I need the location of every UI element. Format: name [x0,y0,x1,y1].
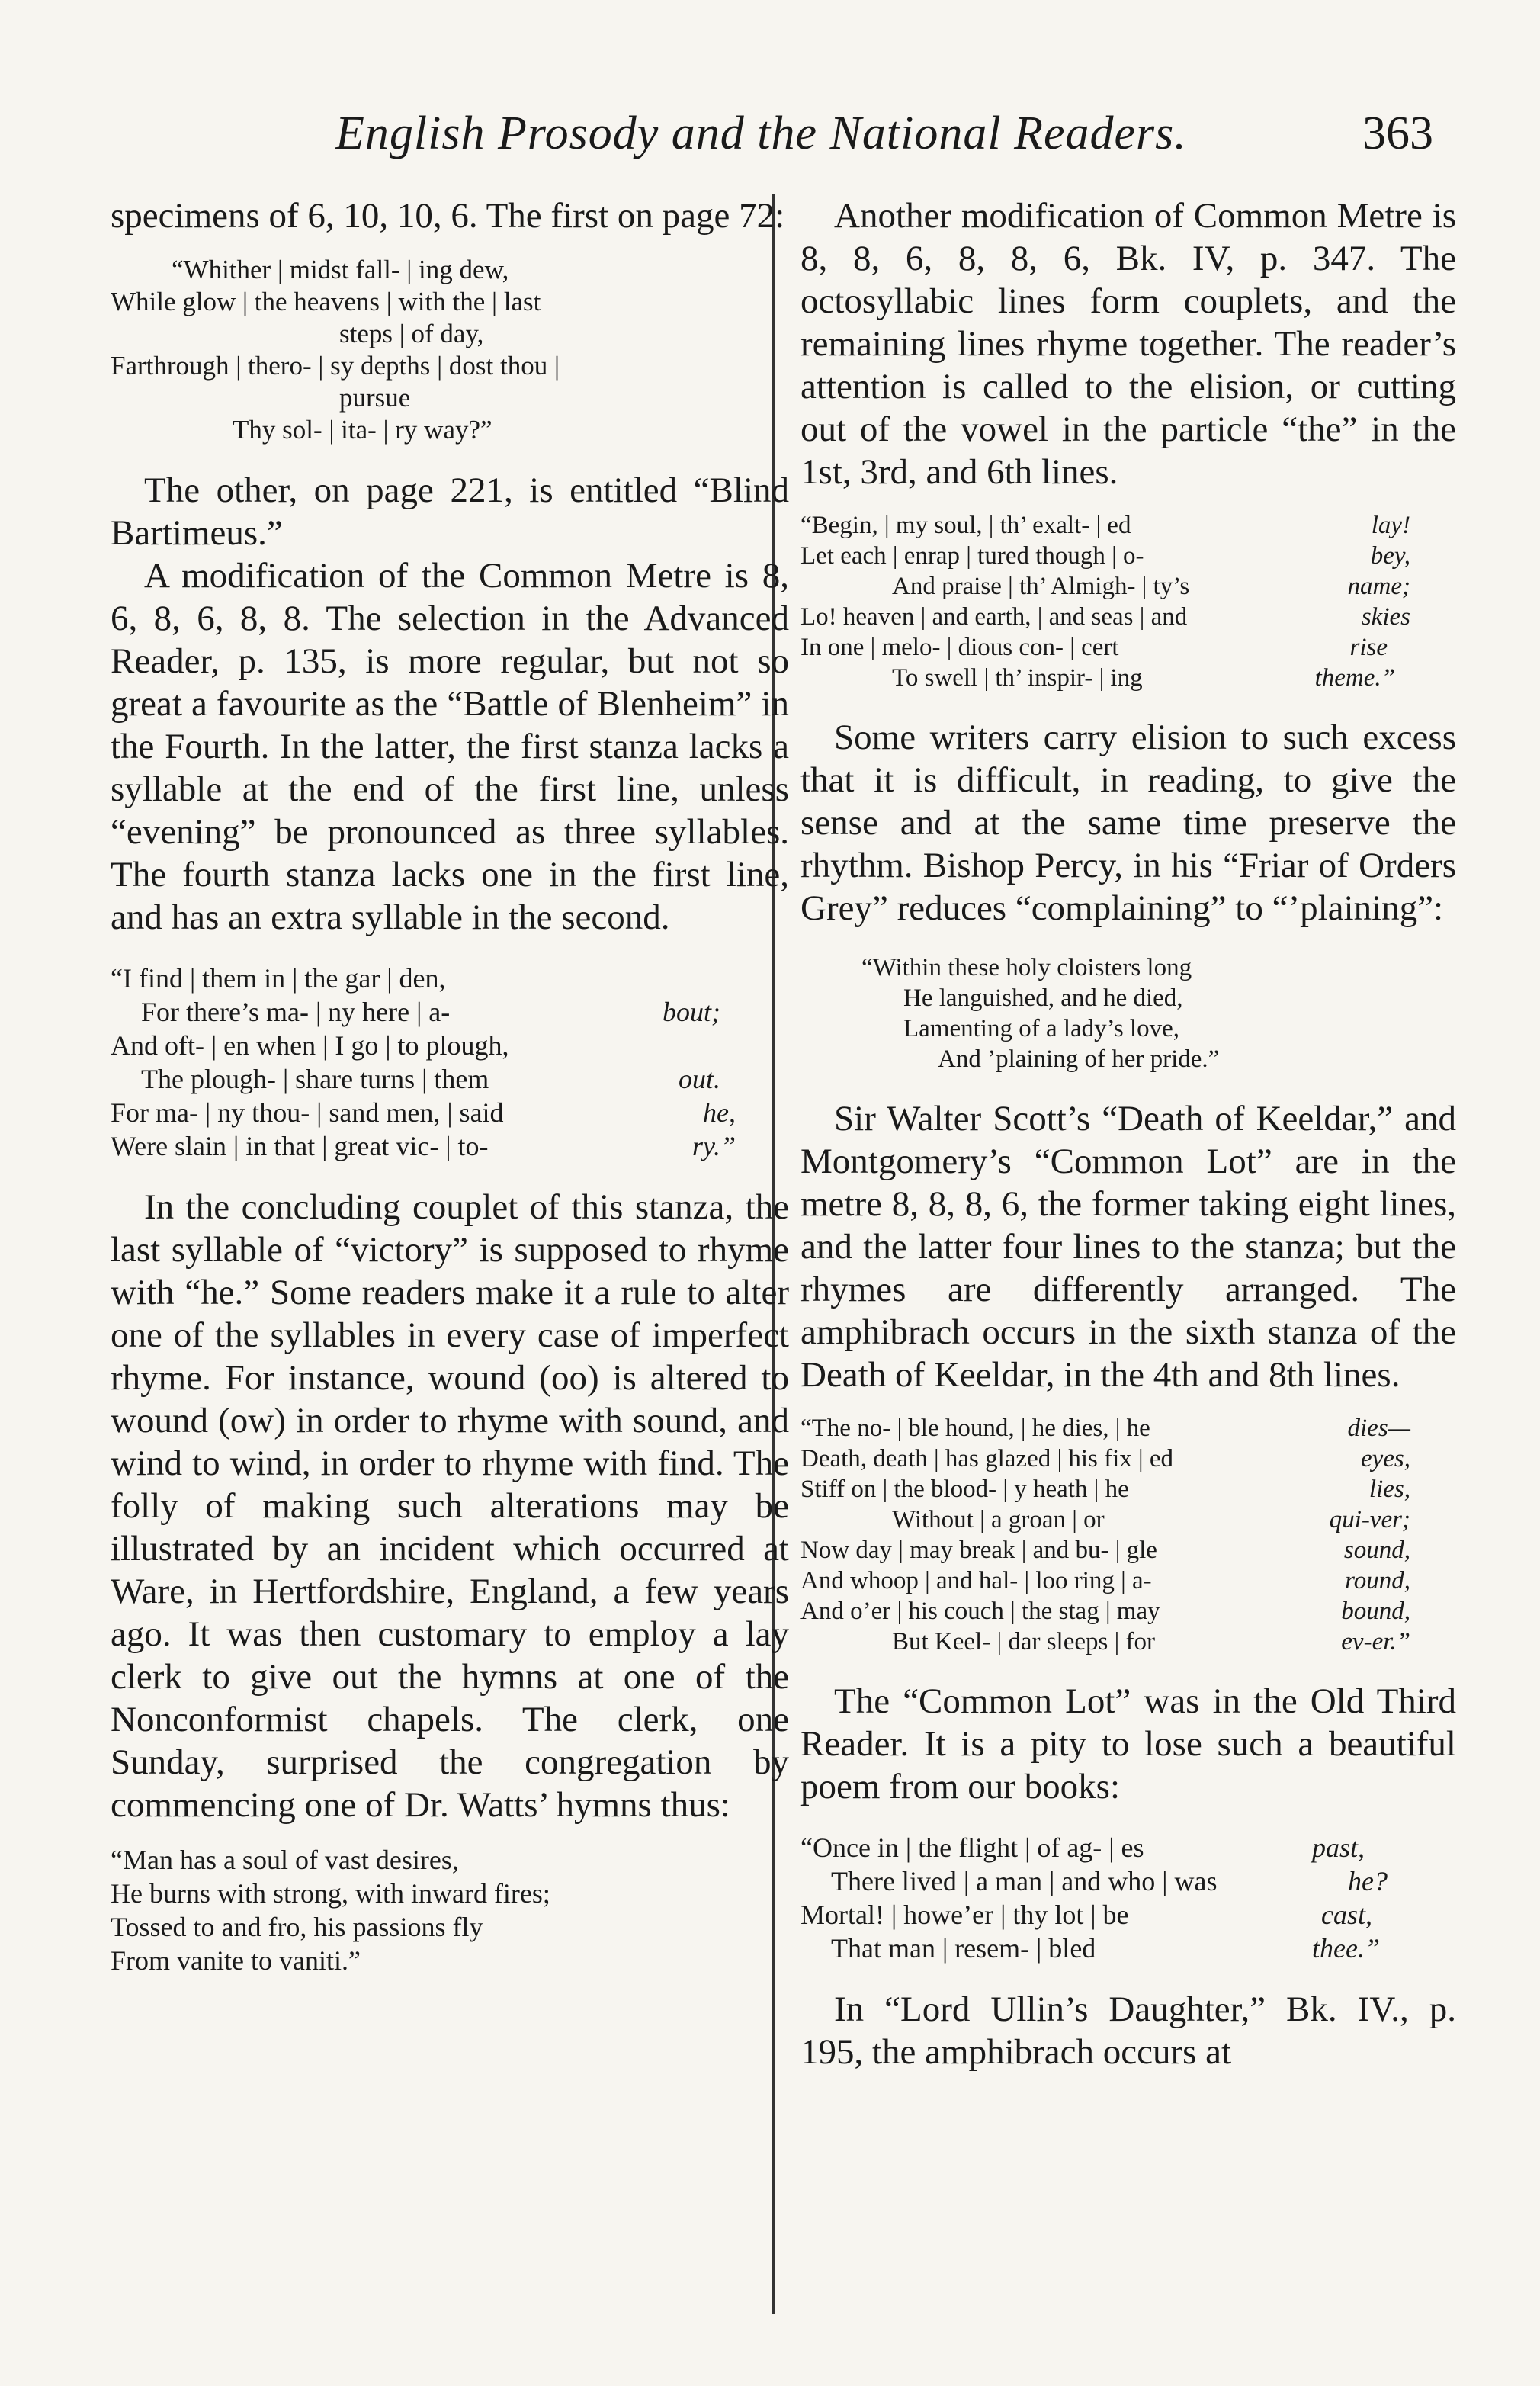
poem-line: “The no- | ble hound, | he dies, | he dies— [800,1415,1410,1442]
page-number: 363 [1362,108,1433,159]
poem-line: Lamenting of a lady’s love, [903,1015,1179,1042]
poem-line: And ’plaining of her pride.” [938,1045,1220,1073]
poem-line: The plough- | share turns | them out. [141,1064,720,1094]
poem-block [800,510,1410,693]
poem-line: “Once in | the flight | of ag- | es past, [800,1832,1365,1863]
right-column [800,194,1456,2073]
paragraph: In “Lord Ullin’s Daughter,” Bk. IV., p. 195, the amphibrach occurs at [800,1989,1456,2072]
poem-block [800,1831,1410,1965]
poem-line: In one | melo- | dious con- | cert rise [800,634,1388,661]
poem-line: That man | resem- | bled thee.” [831,1933,1380,1964]
paragraph: In the concluding couplet of this stanza, the last syllable of “victory” is supposed to rhyme with “he.” Some readers make it a rule to alter one of the syllables in every case of imperfect rhyme. For instance, wound (oo) is altered to wound (ow) in order to rhyme with sound, and wind to wind, in order to rhyme with find. The folly of making such alterations may be illustrated by an incident which occurred at Ware, in Hertfordshire, England, a few years ago. It was then customary to employ a lay clerk to give out the hymns at one of the Nonconformist chapels. The clerk, one Sunday, surprised the congregation by commencing one of Dr. Watts’ hymns thus: [111,1187,789,1825]
paragraph: specimens of 6, 10, 10, 6. The first on page 72: [111,196,785,236]
page-header [335,107,1433,168]
paragraph: The “Common Lot” was in the Old Third Reader. It is a pity to lose such a beautiful poem from our books: [800,1681,1456,1806]
poem-line: While glow | the heavens | with the | last [111,287,541,316]
left-column [111,194,789,1977]
poem-line: Tossed to and fro, his passions fly [111,1912,483,1942]
poem-line: And praise | th’ Almigh- | ty’s name; [892,573,1410,600]
running-title: English Prosody and the National Readers. [335,108,1187,159]
poem-line: “Begin, | my soul, | th’ exalt- | ed lay! [800,512,1410,539]
poem-line: Let each | enrap | tured though | o- bey, [800,542,1410,570]
poem-block [111,1843,751,1977]
poem-line: From vanite to vaniti.” [111,1945,361,1976]
poem-line: And o’er | his couch | the stag | may bound, [800,1598,1410,1625]
poem-line: And oft- | en when | I go | to plough, [111,1030,509,1061]
poem-line: Thy sol- | ita- | ry way?” [233,415,492,445]
paragraph: A modification of the Common Metre is 8, 6, 8, 6, 8, 8. The selection in the Advanced Reader, p. 135, is more regular, but not so great a favourite as the “Battle of Blenheim” in the Fourth. In the latter, the first stanza lacks a syllable at the end of the first line, unless “evening” be pronounced as three syllables. The fourth stanza lacks one in the first line, and has an extra syllable in the second. [111,556,789,937]
paragraph: Another modification of Common Metre is 8, 8, 6, 8, 8, 6, Bk. IV, p. 347. The octosyllabic lines form couplets, and the remaining lines rhyme together. The reader’s attention is called to the elision, or cutting out of the vowel in the particle “the” in the 1st, 3rd, and 6th lines. [800,196,1456,492]
poem-line: He burns with strong, with inward fires; [111,1878,550,1909]
poem-line: For there’s ma- | ny here | a- bout; [141,997,720,1027]
paragraph: The other, on page 221, is entitled “Blind Bartimeus.” [111,470,789,553]
paragraph: Sir Walter Scott’s “Death of Keeldar,” and Montgomery’s “Common Lot” are in the metre 8, 8, 8, 6, the former taking eight lines, and the latter four lines to the stanza; but the rhymes are differently arranged. The amphibrach occurs in the sixth stanza of the Death of Keeldar, in the 4th and 8th lines. [800,1099,1456,1395]
poem-line: Without | a groan | or qui-ver; [892,1506,1410,1533]
poem-line: Stiff on | the blood- | y heath | he lies, [800,1476,1410,1503]
poem-block [111,254,781,446]
poem-line: To swell | th’ inspir- | ing theme.” [892,664,1395,692]
poem-line: Death, death | has glazed | his fix | ed eyes, [800,1445,1410,1472]
poem-line: steps | of day, [339,319,484,348]
poem-block [111,962,751,1163]
poem-line: Now day | may break | and bu- | gle sound, [800,1537,1410,1564]
poem-line: There lived | a man | and who | was he? [831,1866,1388,1896]
poem-block [800,1413,1410,1657]
poem-line: Were slain | in that | great vic- | to- ry.” [111,1131,736,1161]
poem-block [800,952,1410,1074]
poem-line: pursue [339,383,411,413]
poem-line: “Man has a soul of vast desires, [111,1845,459,1875]
poem-line: “I find | them in | the gar | den, [111,963,446,994]
poem-line: “Whither | midst fall- | ing dew, [172,255,509,284]
paragraph: Some writers carry elision to such excess that it is difficult, in reading, to give the sense and at the same time preserve the rhythm. Bishop Percy, in his “Friar of Orders Grey” reduces “complaining” to “’plaining”: [800,718,1456,928]
poem-line: Farthrough | thero- | sy depths | dost thou | [111,351,560,381]
poem-line: Lo! heaven | and earth, | and seas | and skies [800,603,1410,631]
poem-line: For ma- | ny thou- | sand men, | said he, [111,1097,736,1128]
poem-line: He languished, and he died, [903,984,1183,1012]
poem-line: But Keel- | dar sleeps | for ev-er.” [892,1628,1410,1655]
poem-line: Mortal! | howe’er | thy lot | be cast, [800,1899,1372,1930]
poem-line: And whoop | and hal- | loo ring | a- round, [800,1567,1410,1594]
poem-line: “Within these holy cloisters long [861,954,1192,981]
